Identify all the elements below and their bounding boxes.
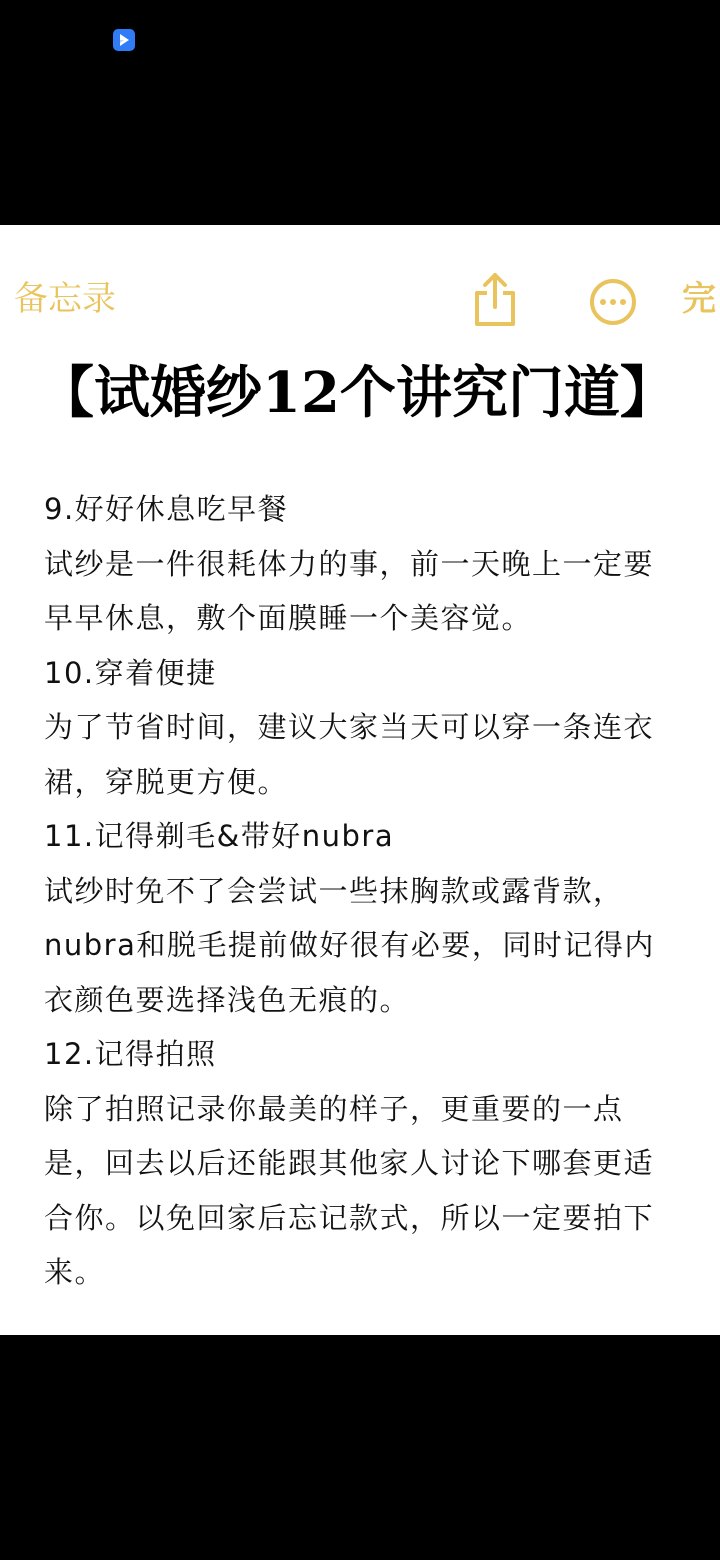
note-line: 来。	[44, 1255, 106, 1289]
more-options-icon[interactable]	[588, 277, 638, 327]
note-body	[44, 482, 694, 1300]
done-button[interactable]: 完	[682, 279, 716, 319]
note-line: 裙，穿脱更方便。	[44, 764, 289, 799]
note-line: 合你。以免回家后忘记款式，所以一定要拍下	[44, 1200, 655, 1235]
bottom-letterbox	[0, 1335, 720, 1560]
note-line: 衣颜色要选择浅色无痕的。	[44, 982, 411, 1017]
note-line: 为了节省时间，建议大家当天可以穿一条连衣	[44, 710, 655, 744]
note-line: 9.好好休息吃早餐	[44, 492, 289, 526]
note-title: 【试婚纱12个讲究门道】	[38, 360, 676, 426]
note-line: nubra和脱毛提前做好很有必要，同时记得内	[44, 928, 655, 962]
top-letterbox	[0, 0, 720, 225]
share-icon[interactable]	[468, 269, 522, 329]
note-page	[0, 225, 720, 1335]
note-line: 是，回去以后还能跟其他家人讨论下哪套更适	[44, 1146, 655, 1180]
back-button[interactable]: 备忘录	[14, 279, 116, 319]
note-line: 早早休息，敷个面膜睡一个美容觉。	[44, 601, 533, 635]
note-line: 试纱时免不了会尝试一些抹胸款或露背款，	[44, 873, 624, 908]
note-line: 10.穿着便捷	[44, 655, 217, 690]
notes-toolbar	[0, 225, 720, 345]
note-line: 12.记得拍照	[44, 1037, 217, 1071]
note-line: 试纱是一件很耗体力的事，前一天晚上一定要	[44, 546, 655, 581]
note-line: 除了拍照记录你最美的样子，更重要的一点	[44, 1091, 624, 1126]
app-notification-icon	[113, 29, 135, 51]
note-line: 11.记得剃毛&带好nubra	[44, 819, 395, 853]
